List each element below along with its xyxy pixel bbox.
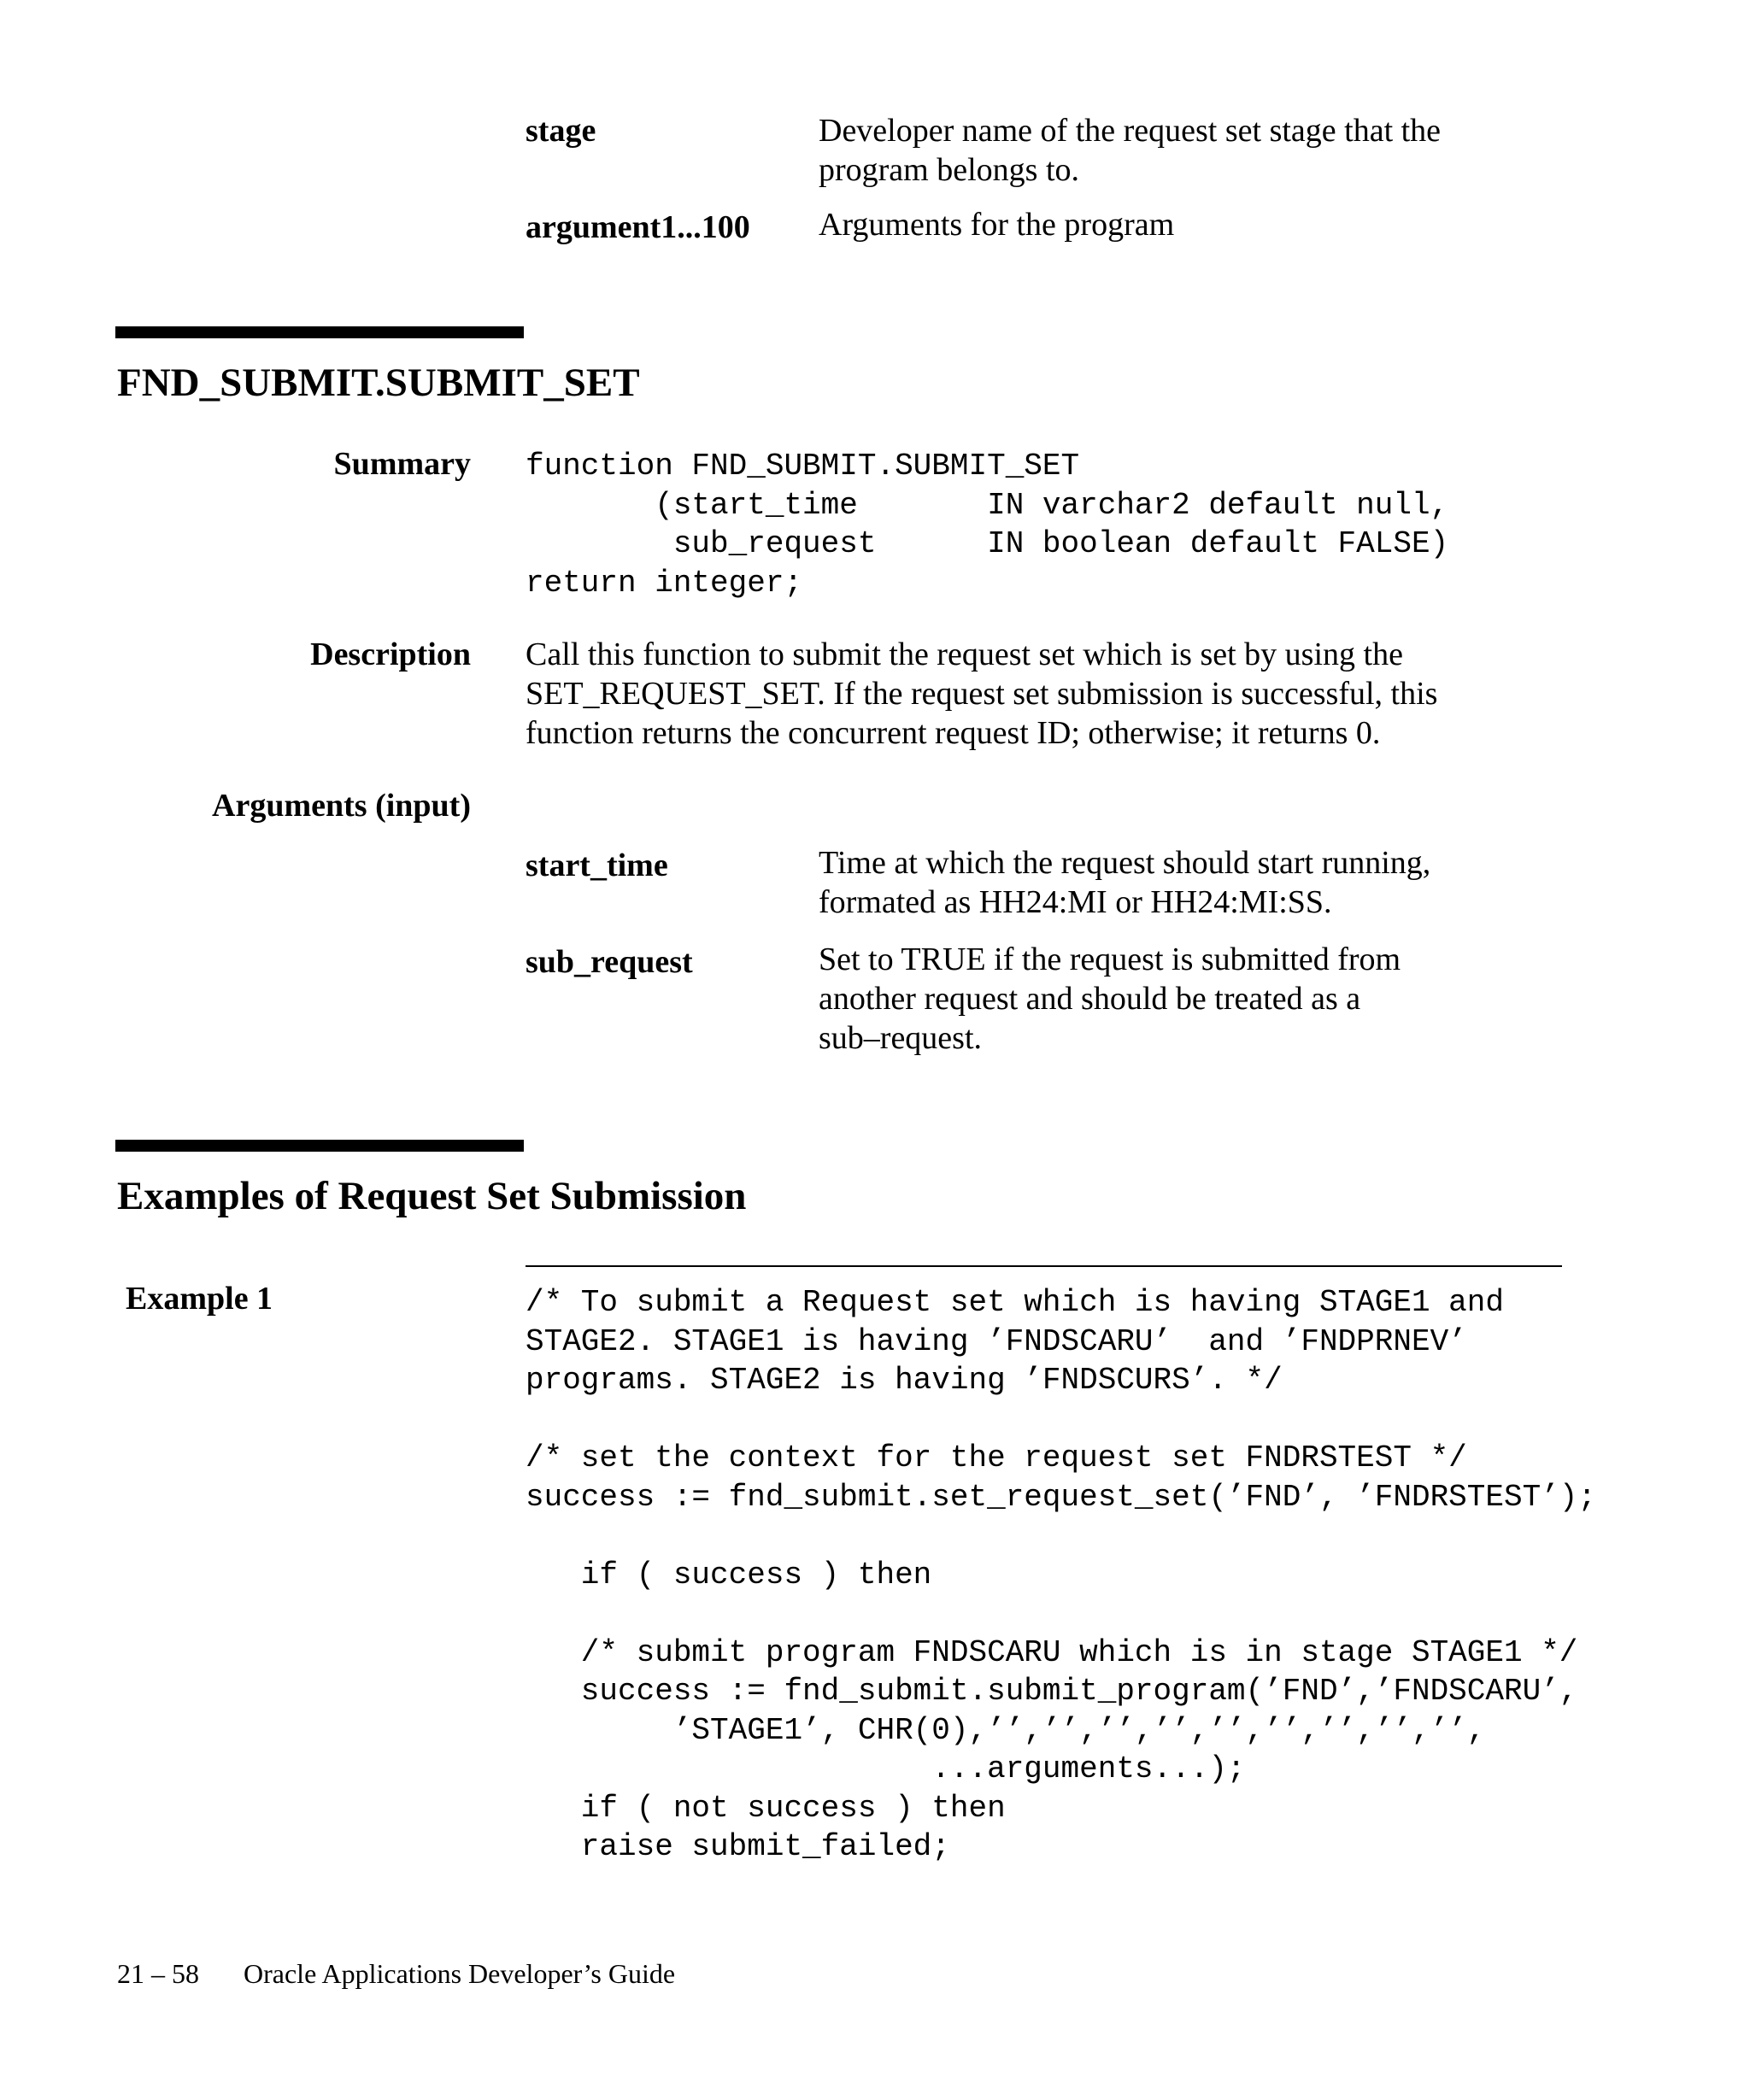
- code-line: programs. STAGE2 is having ’FNDSCURS’. */: [526, 1363, 1283, 1398]
- description-label: Description: [310, 636, 471, 672]
- example-code: [526, 1283, 1596, 1867]
- argument-description: Developer name of the request set stage that the program belongs to.: [819, 113, 1442, 188]
- section-rule: [115, 326, 524, 338]
- code-line: /* To submit a Request set which is having STAGE1 and: [526, 1285, 1504, 1320]
- example-label: Example 1: [126, 1281, 273, 1317]
- code-line: /* set the context for the request set FNDRSTEST */: [526, 1440, 1467, 1475]
- argument-name: argument1...100: [526, 209, 750, 245]
- code-line: [526, 1594, 1596, 1634]
- argument-name: stage: [526, 113, 596, 149]
- book-title: Oracle Applications Developer’s Guide: [244, 1958, 676, 1989]
- code-line: /* submit program FNDSCARU which is in stage STAGE1 */: [526, 1634, 1578, 1670]
- argument-description: Arguments for the program: [819, 207, 1175, 243]
- summary-code: function FND_SUBMIT.SUBMIT_SET (start_time IN varchar2 default null, sub_request IN boolean default FALSE) return integer;: [526, 449, 1449, 601]
- example-rule: [526, 1265, 1562, 1267]
- code-line: [526, 1400, 1596, 1440]
- code-line: if ( not success ) then: [526, 1790, 1006, 1826]
- section-title: FND_SUBMIT.SUBMIT_SET: [117, 361, 640, 405]
- code-line: if ( success ) then: [526, 1557, 932, 1593]
- code-line: success := fnd_submit.submit_program(’FND’,’FNDSCARU’,: [526, 1674, 1578, 1709]
- argument-description: Time at which the request should start running, formated as HH24:MI or HH24:MI:SS.: [819, 845, 1431, 920]
- code-line: [526, 1516, 1596, 1556]
- code-line: ’STAGE1’, CHR(0),’’,’’,’’,’’,’’,’’,’’,’’,’’,: [526, 1712, 1486, 1748]
- argument-name: start_time: [526, 848, 668, 883]
- code-line: raise submit_failed;: [526, 1829, 950, 1864]
- page-footer: [117, 1956, 675, 1991]
- description-text: Call this function to submit the request set which is set by using the SET_REQUEST_SET. If the request set submission is successful, this function returns the concurrent request ID; otherwise; it returns 0.: [526, 636, 1438, 751]
- page-number: 21 – 58: [117, 1958, 199, 1989]
- section-rule: [115, 1140, 524, 1152]
- code-line: STAGE2. STAGE1 is having ’FNDSCARU’ and ’FNDPRNEV’: [526, 1323, 1467, 1359]
- code-line: success := fnd_submit.set_request_set(’FND’, ’FNDRSTEST’);: [526, 1479, 1597, 1515]
- section-title: Examples of Request Set Submission: [117, 1174, 747, 1218]
- argument-name: sub_request: [526, 944, 693, 980]
- argument-description: Set to TRUE if the request is submitted from another request and should be treated as a sub–request.: [819, 941, 1401, 1056]
- code-line: ...arguments...);: [526, 1751, 1246, 1786]
- summary-label: Summary: [333, 446, 471, 482]
- arguments-label: Arguments (input): [212, 788, 471, 824]
